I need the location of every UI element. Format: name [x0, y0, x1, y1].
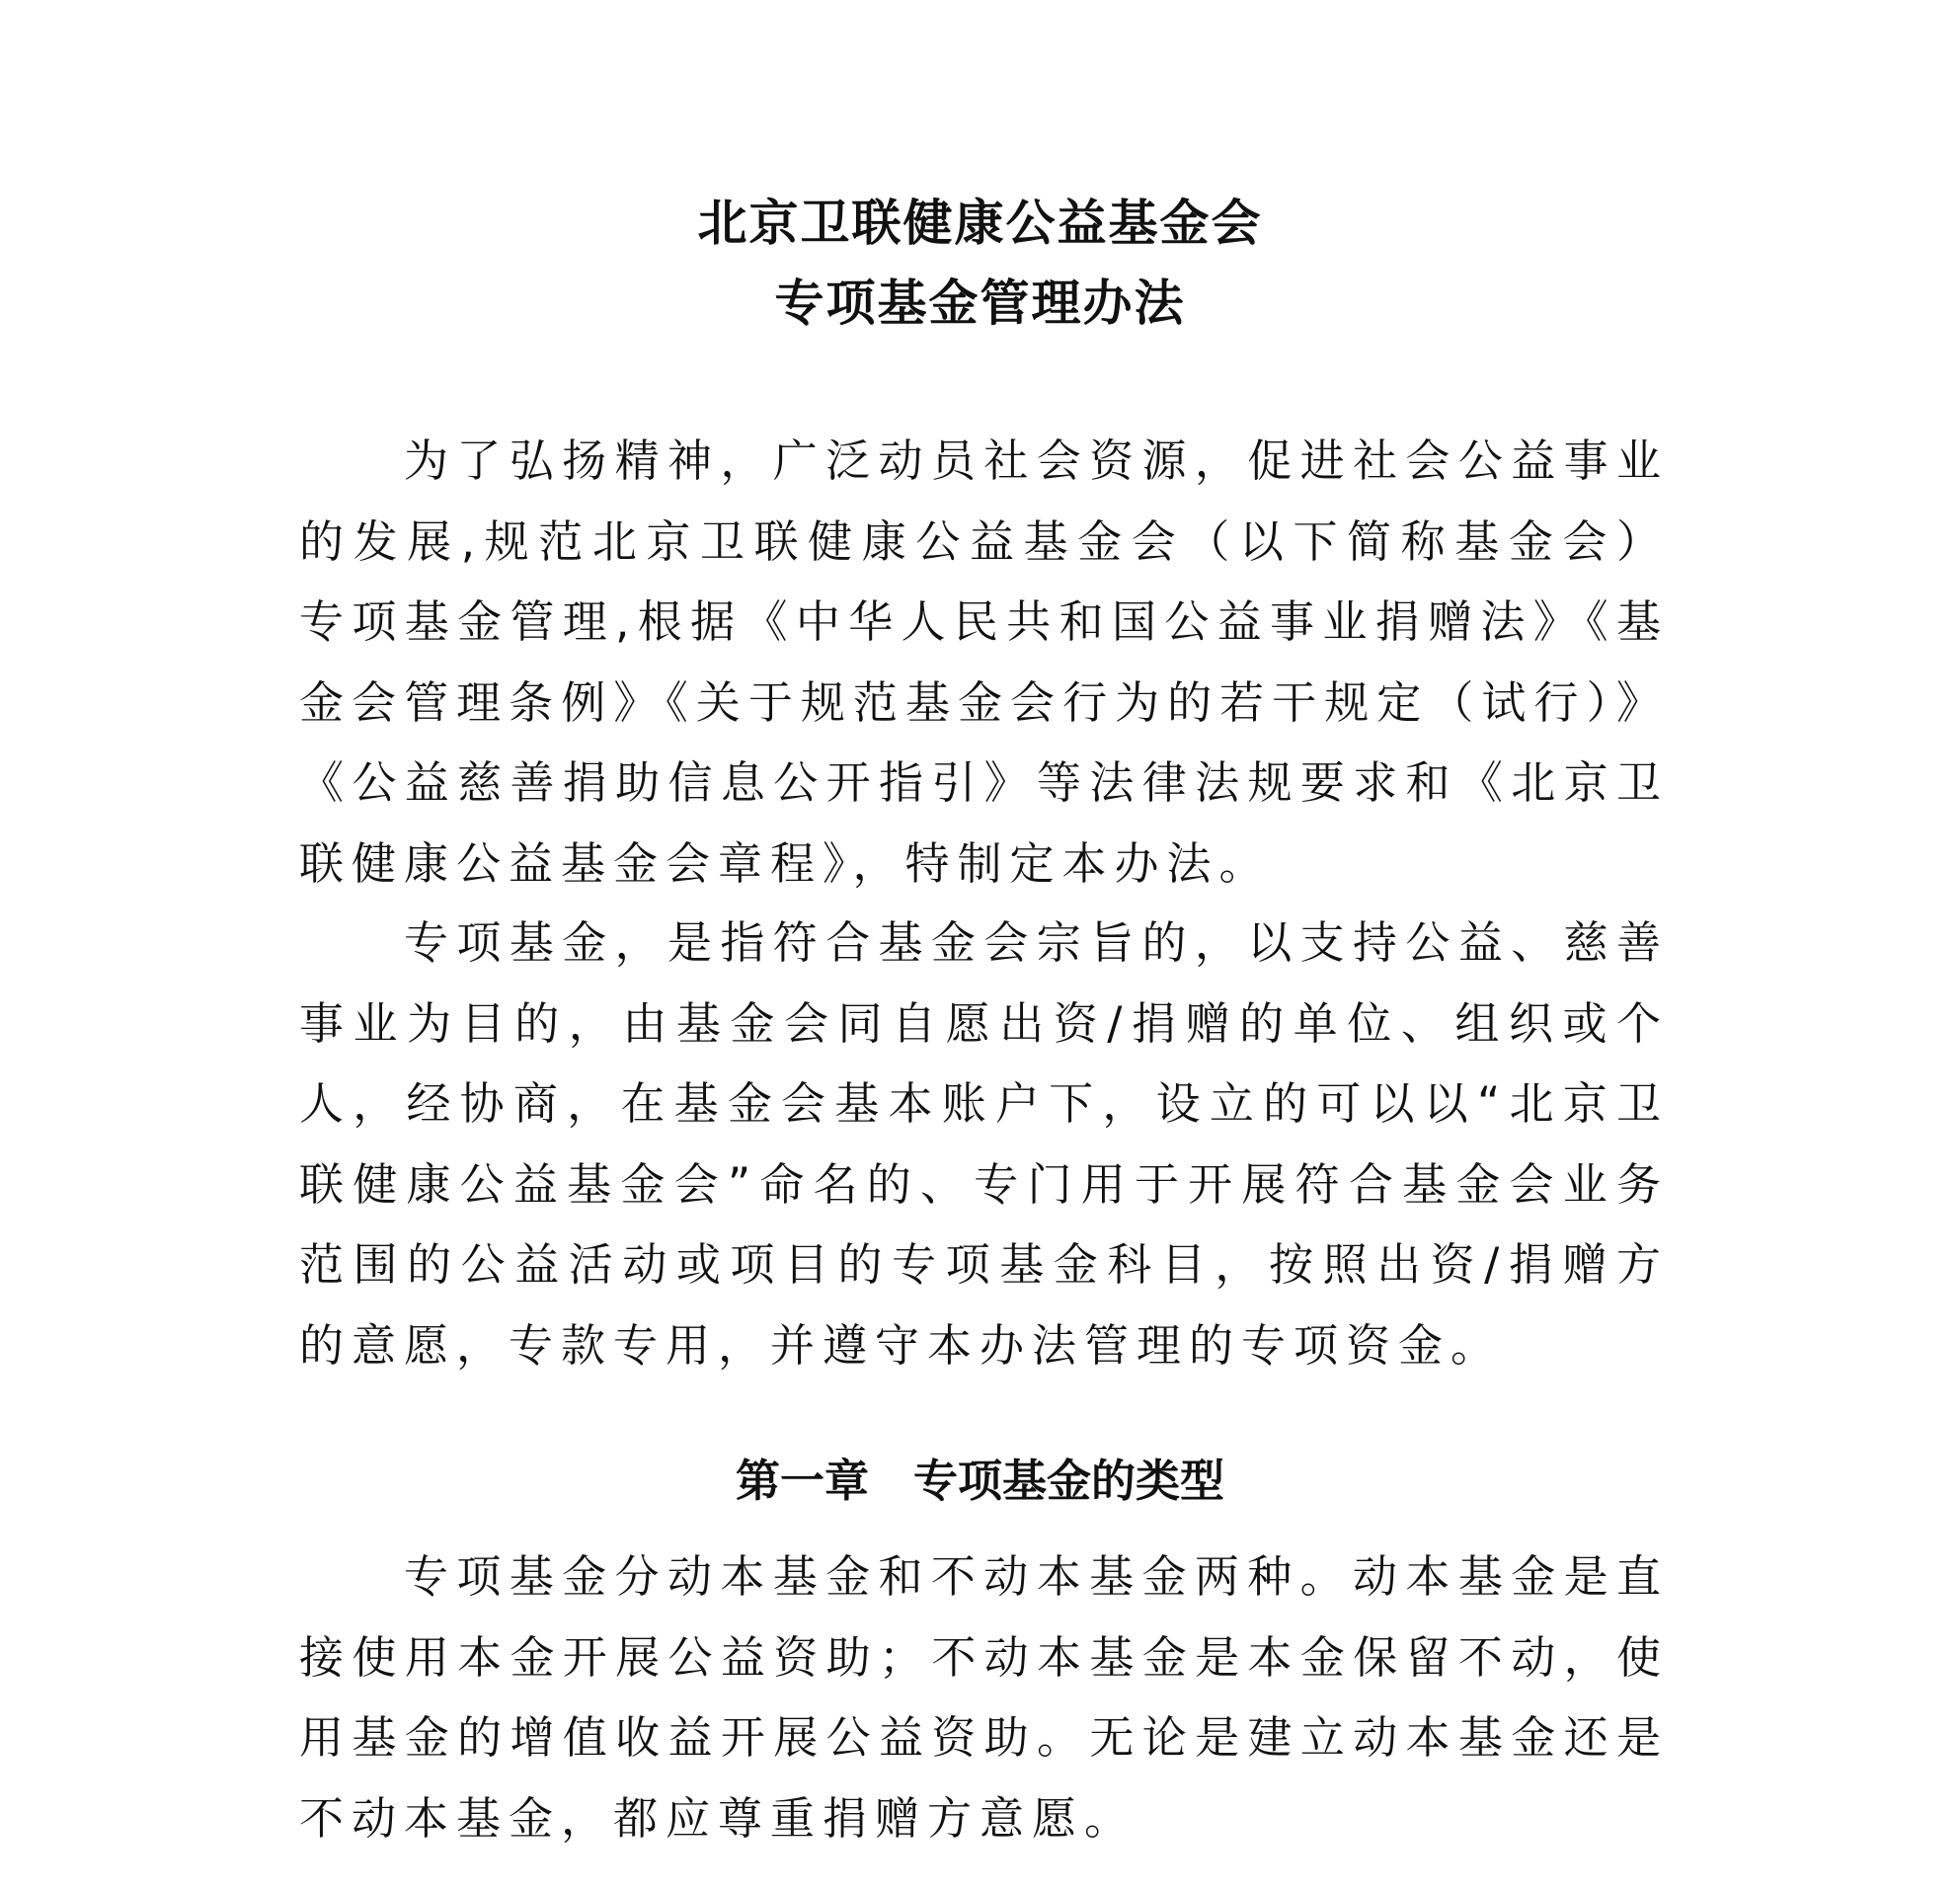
- document-title-line1: 北京卫联健康公益基金会: [697, 194, 1263, 252]
- document-title-line2: 专项基金管理办法: [774, 274, 1186, 332]
- chapter-heading: 第一章 专项基金的类型: [735, 1455, 1224, 1507]
- chapter1-paragraph: 专项基金分动本基金和不动本基金两种。动本基金是直接使用本金开展公益资助；不动本基金是本金保留不动，使用基金的增值收益开展公益资助。无论是建立动本基金还是不动本基金，都应尊重捐赠方意愿。: [299, 1550, 1669, 1845]
- preamble-paragraph: 为了弘扬精神，广泛动员社会资源，促进社会公益事业的发展,规范北京卫联健康公益基金会（以下简称基金会）专项基金管理,根据《中华人民共和国公益事业捐赠法》《基金会管理条例》《关于规范基金会行为的若干规定（试行）》《公益慈善捐助信息公开指引》等法律法规要求和《北京卫联健康公益基金会章程》，特制定本办法。: [299, 434, 1669, 890]
- definition-paragraph: 专项基金，是指符合基金会宗旨的，以支持公益、慈善事业为目的，由基金会同自愿出资/捐赠的单位、组织或个人，经协商，在基金会基本账户下，设立的可以以“北京卫联健康公益基金会”命名的、专门用于开展符合基金会业务范围的公益活动或项目的专项基金科目，按照出资/捐赠方的意愿，专款专用，并遵守本办法管理的专项资金。: [299, 916, 1669, 1372]
